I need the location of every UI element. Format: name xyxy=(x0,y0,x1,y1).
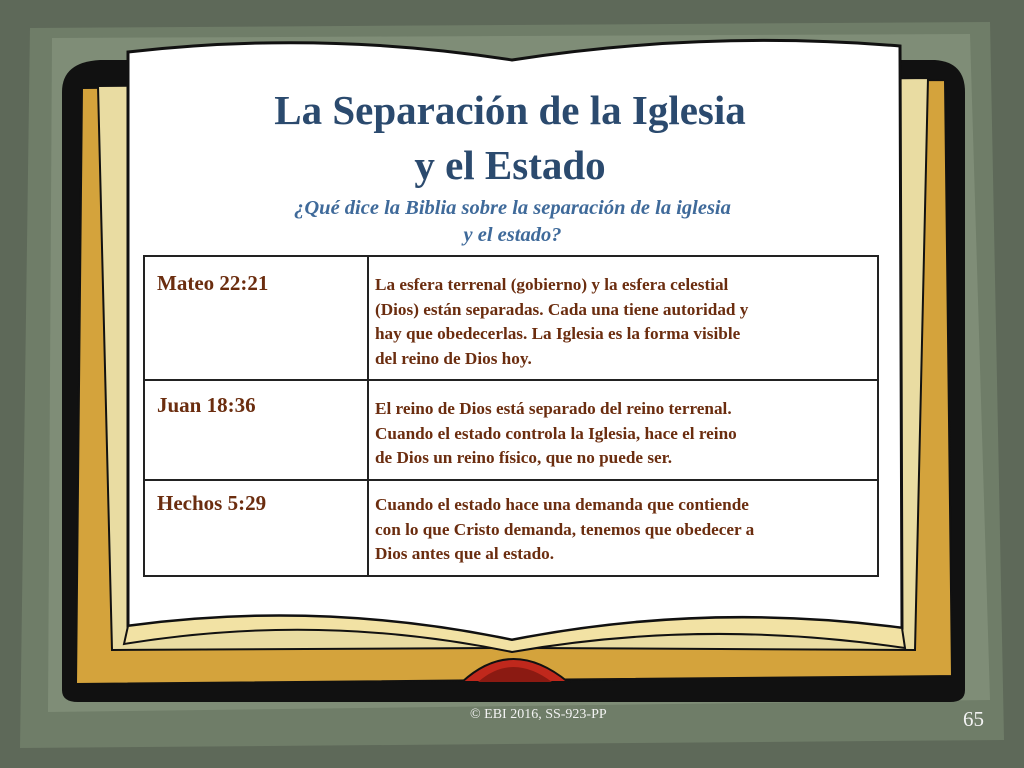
slide-subtitle xyxy=(175,195,850,249)
verse-line: de Dios un reino físico, que no puede ser. xyxy=(375,448,673,467)
slide-title-line-2: y el Estado xyxy=(414,142,606,188)
verse-row xyxy=(145,481,877,575)
verse-row xyxy=(145,381,877,481)
verse-line: hay que obedecerlas. La Iglesia es la forma visible xyxy=(375,324,741,343)
page-number: 65 xyxy=(963,707,984,731)
subtitle-line-2: y el estado? xyxy=(463,224,562,246)
verse-explanation xyxy=(375,273,871,371)
copyright-footer: © EBI 2016, SS-923-PP xyxy=(470,707,607,722)
verse-line: Cuando el estado hace una demanda que contiende xyxy=(375,495,749,514)
verse-reference: Hechos 5:29 xyxy=(157,491,267,515)
verse-line: (Dios) están separadas. Cada una tiene autoridad y xyxy=(375,299,749,319)
verse-explanation xyxy=(375,493,871,567)
verse-line: con lo que Cristo demanda, tenemos que obedecer a xyxy=(375,519,755,539)
verse-reference: Juan 18:36 xyxy=(157,393,256,417)
subtitle-line-1: ¿Qué dice la Biblia sobre la separación de la iglesia xyxy=(294,197,731,219)
verse-line: La esfera terrenal (gobierno) y la esfera celestial xyxy=(375,275,729,294)
verse-table xyxy=(143,255,879,577)
verse-reference: Mateo 22:21 xyxy=(157,271,269,295)
verse-explanation xyxy=(375,397,871,471)
verse-row xyxy=(145,257,877,381)
verse-line: El reino de Dios está separado del reino terrenal. xyxy=(375,399,732,418)
verse-line: Dios antes que al estado. xyxy=(375,544,555,563)
verse-line: del reino de Dios hoy. xyxy=(375,348,532,368)
slide-title-line-1: La Separación de la Iglesia xyxy=(274,87,746,133)
verse-line: Cuando el estado controla la Iglesia, hace el reino xyxy=(375,423,737,443)
